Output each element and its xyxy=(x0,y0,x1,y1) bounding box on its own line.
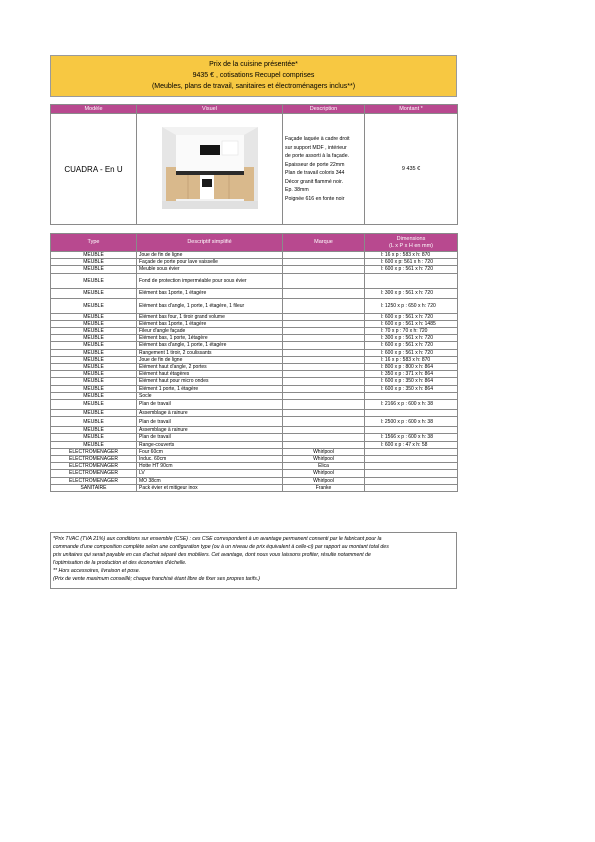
row-dimensions xyxy=(365,463,458,470)
row-dimensions: l: 1250 x p : 650 x h: 720 xyxy=(365,298,458,313)
row-description: Elément haut pour micro ondes xyxy=(137,378,283,385)
dimensions-unit: (L x P x H en mm) xyxy=(388,242,433,249)
table-row xyxy=(51,484,458,491)
table-row xyxy=(51,349,458,356)
row-brand xyxy=(283,400,365,410)
row-brand xyxy=(283,349,365,356)
row-description: Plan de travail xyxy=(137,434,283,441)
legal-notes xyxy=(50,532,457,589)
row-dimensions: l: 16 x p : 583 x h: 870 xyxy=(365,252,458,259)
table-row xyxy=(51,266,458,273)
row-type: MEUBLE xyxy=(51,385,137,392)
row-type: MEUBLE xyxy=(51,434,137,441)
table-row xyxy=(51,378,458,385)
header-description: Description xyxy=(283,105,365,114)
row-dimensions: l: 600 x p : 47 x h: 58 xyxy=(365,441,458,448)
table-row xyxy=(51,400,458,410)
row-dimensions: l: 600 x p : 561 x h: 720 xyxy=(365,342,458,349)
row-brand: Whirlpool xyxy=(283,456,365,463)
row-dimensions: l: 300 x p : 561 x h: 720 xyxy=(365,288,458,298)
table-row xyxy=(51,392,458,399)
table-row xyxy=(51,259,458,266)
table-row xyxy=(51,417,458,427)
row-description: Joue de fin de ligne xyxy=(137,252,283,259)
table-row xyxy=(51,371,458,378)
header-dimensions xyxy=(365,234,458,252)
table-row xyxy=(51,477,458,484)
row-brand xyxy=(283,378,365,385)
table-row xyxy=(51,288,458,298)
row-type: MEUBLE xyxy=(51,335,137,342)
row-description: Induc. 60cm xyxy=(137,456,283,463)
row-type: MEUBLE xyxy=(51,266,137,273)
row-type: ELECTROMENAGER xyxy=(51,448,137,455)
row-brand xyxy=(283,427,365,434)
table-row xyxy=(51,410,458,417)
row-brand xyxy=(283,434,365,441)
row-brand xyxy=(283,320,365,327)
row-type: ELECTROMENAGER xyxy=(51,456,137,463)
row-brand: Whirlpool xyxy=(283,448,365,455)
row-dimensions xyxy=(365,477,458,484)
row-description: Elément haut d'angle, 2 portes xyxy=(137,364,283,371)
kitchen-image xyxy=(162,127,258,209)
header-visual: Visuel xyxy=(137,105,283,114)
desc-line: de porte assorti à la façade. xyxy=(285,153,350,159)
row-brand xyxy=(283,273,365,288)
price-inclusions: (Meubles, plans de travail, sanitaires et électroménagers inclus**) xyxy=(151,83,356,90)
row-brand xyxy=(283,385,365,392)
row-description: Four 60cm xyxy=(137,448,283,455)
row-description: Joue de fin de ligne xyxy=(137,356,283,363)
row-brand: Franke xyxy=(283,484,365,491)
row-description: Elément bas, 1 porte, 1étagère xyxy=(137,335,283,342)
table-row xyxy=(51,252,458,259)
row-brand xyxy=(283,371,365,378)
row-brand xyxy=(283,417,365,427)
table-row xyxy=(51,313,458,320)
row-brand: Whirlpool xyxy=(283,477,365,484)
desc-line: Ep. 38mm xyxy=(285,187,309,193)
row-brand xyxy=(283,288,365,298)
row-type: MEUBLE xyxy=(51,400,137,410)
row-type: MEUBLE xyxy=(51,410,137,417)
table-row xyxy=(51,364,458,371)
table-row xyxy=(51,328,458,335)
header-brand: Marque xyxy=(283,234,365,252)
table-row xyxy=(51,448,458,455)
row-type: MEUBLE xyxy=(51,356,137,363)
row-description: Meuble sous évier xyxy=(137,266,283,273)
row-dimensions: l: 600 x p : 561 x h: 720 xyxy=(365,313,458,320)
row-dimensions: l: 2166 x p : 600 x h: 38 xyxy=(365,400,458,410)
row-dimensions: l: 600 x p: 561 x h : 720 xyxy=(365,259,458,266)
row-brand xyxy=(283,335,365,342)
note-line: ** Hors accessoires, livraison et pose. xyxy=(53,568,141,575)
row-brand xyxy=(283,342,365,349)
row-type: MEUBLE xyxy=(51,371,137,378)
row-type: SANITAIRE xyxy=(51,484,137,491)
row-type: MEUBLE xyxy=(51,288,137,298)
row-type: ELECTROMENAGER xyxy=(51,477,137,484)
table-row xyxy=(51,427,458,434)
desc-line: Plan de travail coloris 344 xyxy=(285,170,345,176)
row-description: LV xyxy=(137,470,283,477)
row-dimensions xyxy=(365,273,458,288)
row-description: Range-couverts xyxy=(137,441,283,448)
row-description: Elément bas d'angle, 1 porte, 1 étagère, 1 fileur xyxy=(137,298,283,313)
row-description: Fileur d'angle façade xyxy=(137,328,283,335)
row-dimensions: l: 70 x p : 70 x h: 720 xyxy=(365,328,458,335)
row-description: Socle xyxy=(137,392,283,399)
row-description: Plan de travail xyxy=(137,417,283,427)
desc-line: Façade laquée à cadre droit xyxy=(285,136,350,142)
row-description: Rangement 1 tiroir, 2 coulissants xyxy=(137,349,283,356)
row-type: ELECTROMENAGER xyxy=(51,470,137,477)
model-name: CUADRA - En U xyxy=(51,114,137,225)
row-dimensions: l: 2500 x p : 600 x h: 38 xyxy=(365,417,458,427)
row-description: Elément bas four, 1 tiroir grand volume xyxy=(137,313,283,320)
row-brand xyxy=(283,356,365,363)
table-row xyxy=(51,434,458,441)
table-row xyxy=(51,385,458,392)
table-row xyxy=(51,441,458,448)
row-type: MEUBLE xyxy=(51,298,137,313)
header-model: Modèle xyxy=(51,105,137,114)
row-description: Elément haut étagères xyxy=(137,371,283,378)
table-row xyxy=(51,335,458,342)
row-brand xyxy=(283,252,365,259)
row-description: Fond de protection imperméable pour sous évier xyxy=(137,273,283,288)
row-brand: Whirlpool xyxy=(283,470,365,477)
row-type: MEUBLE xyxy=(51,252,137,259)
row-dimensions: l: 800 x p : 800 x h: 864 xyxy=(365,364,458,371)
row-type: MEUBLE xyxy=(51,342,137,349)
table-row xyxy=(51,463,458,470)
row-brand xyxy=(283,441,365,448)
row-brand xyxy=(283,392,365,399)
row-description: Elément bas 1porte, 1 étagère xyxy=(137,320,283,327)
row-type: MEUBLE xyxy=(51,417,137,427)
row-dimensions: l: 16 x p : 583 x h: 870 xyxy=(365,356,458,363)
price-amount: 9435 € , cotisations Recupel comprises xyxy=(192,72,315,79)
row-brand xyxy=(283,313,365,320)
desc-line: sur support MDF , intérieur xyxy=(285,144,347,151)
price-header xyxy=(50,55,457,97)
model-amount: 9 435 € xyxy=(365,114,458,225)
kitchen-visual xyxy=(137,114,283,225)
row-type: MEUBLE xyxy=(51,273,137,288)
row-dimensions xyxy=(365,484,458,491)
row-brand: Elica xyxy=(283,463,365,470)
items-body xyxy=(51,252,458,492)
header-type: Type xyxy=(51,234,137,252)
dimensions-label: Dimensions xyxy=(396,235,426,242)
table-row xyxy=(51,356,458,363)
row-dimensions xyxy=(365,448,458,455)
row-description: Hotte HT 90cm xyxy=(137,463,283,470)
row-dimensions: l: 600 x p : 561 x h: 720 xyxy=(365,266,458,273)
row-dimensions: l: 1566 x p : 600 x h: 38 xyxy=(365,434,458,441)
row-dimensions xyxy=(365,456,458,463)
note-line: l'optimisation de la production et des économies d'échelle. xyxy=(53,560,187,567)
table-row xyxy=(51,470,458,477)
header-amount: Montant * xyxy=(365,105,458,114)
row-dimensions xyxy=(365,410,458,417)
row-dimensions xyxy=(365,470,458,477)
desc-line: Epaisseur de porte 22mm xyxy=(285,161,345,168)
table-row xyxy=(51,320,458,327)
model-description xyxy=(283,114,365,225)
table-row xyxy=(51,456,458,463)
row-brand xyxy=(283,364,365,371)
row-type: ELECTROMENAGER xyxy=(51,463,137,470)
row-dimensions: l: 600 x p : 350 x h: 864 xyxy=(365,385,458,392)
table-row xyxy=(51,298,458,313)
row-brand xyxy=(283,410,365,417)
row-description: Assemblage à rainure xyxy=(137,427,283,434)
row-type: MEUBLE xyxy=(51,441,137,448)
row-brand xyxy=(283,298,365,313)
row-dimensions xyxy=(365,427,458,434)
row-dimensions: l: 600 x p : 350 x h: 864 xyxy=(365,378,458,385)
row-type: MEUBLE xyxy=(51,378,137,385)
row-description: Pack évier et mitigeur inox xyxy=(137,484,283,491)
row-brand xyxy=(283,328,365,335)
row-dimensions: l: 300 x p : 561 x h: 720 xyxy=(365,335,458,342)
row-description: Façade de porte pour lave vaisselle xyxy=(137,259,283,266)
row-description: Elément bas d'angle, 1 porte, 1 étagère xyxy=(137,342,283,349)
desc-line: Décor granit flammé noir. xyxy=(285,178,343,185)
model-table xyxy=(50,104,458,225)
row-type: MEUBLE xyxy=(51,364,137,371)
row-type: MEUBLE xyxy=(51,259,137,266)
row-description: Assemblage à rainure xyxy=(137,410,283,417)
row-dimensions: l: 600 x p : 561 x h: 1485 xyxy=(365,320,458,327)
row-brand xyxy=(283,266,365,273)
row-type: MEUBLE xyxy=(51,427,137,434)
table-row xyxy=(51,273,458,288)
desc-line: Poignée 616 en fonte noir xyxy=(285,195,345,202)
row-type: MEUBLE xyxy=(51,313,137,320)
row-dimensions: l: 350 x p : 371 x h: 864 xyxy=(365,371,458,378)
note-line: *Prix TVAC (TVA 21%) aux conditions sur ensemble (CSE) : ces CSE correspondent à un avantage permanent consenti par le fabricant pour la xyxy=(53,536,382,542)
note-line: prix unitaires qui serait payable en cas d'achat séparé des mobiliers. Cet avantage, dont nous vous laissons profiter, résulte notamment de xyxy=(53,552,371,559)
row-description: Elément 1 porte, 1 étagère xyxy=(137,385,283,392)
row-dimensions xyxy=(365,392,458,399)
table-row xyxy=(51,342,458,349)
row-brand xyxy=(283,259,365,266)
row-dimensions: l: 600 x p : 561 x h: 720 xyxy=(365,349,458,356)
row-description: Elément bas 1porte, 1 étagère xyxy=(137,288,283,298)
row-type: MEUBLE xyxy=(51,392,137,399)
row-description: Plan de travail xyxy=(137,400,283,410)
price-title: Prix de la cuisine présentée* xyxy=(209,61,298,68)
note-line: commande d'une composition complète selon une configuration type (ou à un niveau de prix équivalent à celle-ci) par rapport au montant total des xyxy=(53,544,389,551)
row-type: MEUBLE xyxy=(51,349,137,356)
row-type: MEUBLE xyxy=(51,320,137,327)
header-desc: Descriptif simplifié xyxy=(137,234,283,252)
row-type: MEUBLE xyxy=(51,328,137,335)
items-table xyxy=(50,233,458,492)
row-description: MO 38cm xyxy=(137,477,283,484)
note-line: (Prix de vente maximum conseillé; chaque franchisé étant libre de fixer ses propres tarifs.) xyxy=(53,576,261,583)
